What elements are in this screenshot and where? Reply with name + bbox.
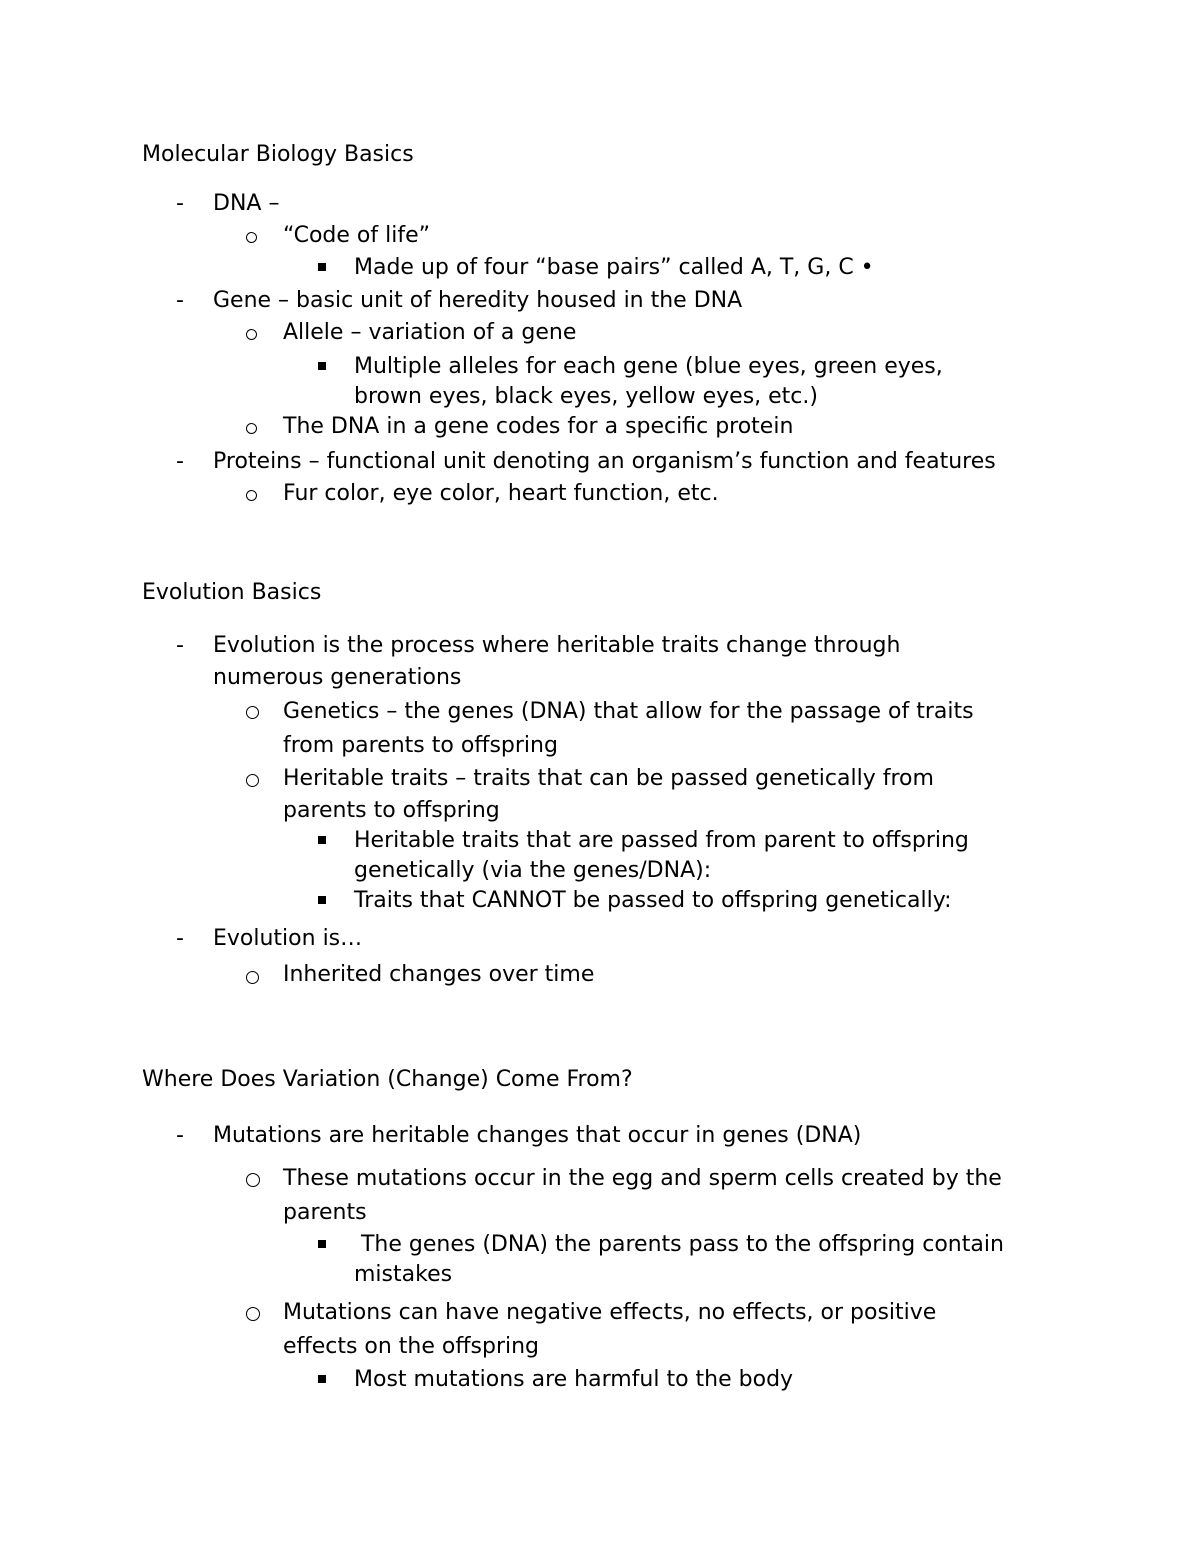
square-bullet-icon	[318, 896, 326, 904]
list-item-base-pairs: Made up of four “base pairs” called A, T, G, C •	[318, 254, 874, 282]
list-item-traits-passed: Heritable traits that are passed from parent to offspring genetically (via the genes/DNA):	[318, 826, 969, 886]
list-item-code-of-life: “Code of life”	[246, 222, 430, 250]
list-item-inherited-changes: Inherited changes over time	[246, 961, 594, 989]
list-item-gene: - Gene – basic unit of heredity housed in the DNA	[176, 288, 743, 313]
square-bullet-icon	[318, 263, 326, 271]
list-item-proteins: - Proteins – functional unit denoting an organism’s function and features	[176, 449, 996, 474]
circle-bullet-icon	[246, 329, 257, 340]
heading-variation: Where Does Variation (Change) Come From?	[142, 1067, 633, 1092]
list-item-contain-mistakes: The genes (DNA) the parents pass to the offspring contain mistakes	[318, 1230, 1004, 1290]
list-item-fur-color: Fur color, eye color, heart function, etc.	[246, 480, 719, 508]
circle-bullet-icon	[246, 423, 257, 434]
circle-bullet-icon	[246, 706, 259, 719]
heading-evolution-basics: Evolution Basics	[142, 580, 322, 605]
list-item-mutation-effects: Mutations can have negative effects, no effects, or positive effects on the offspring	[246, 1296, 936, 1364]
circle-bullet-icon	[246, 774, 259, 787]
circle-bullet-icon	[246, 971, 259, 984]
list-item-heritable-traits: Heritable traits – traits that can be passed genetically from parents to offspring	[246, 763, 934, 827]
circle-bullet-icon	[246, 1307, 260, 1321]
dash-bullet-icon: -	[176, 633, 184, 658]
square-bullet-icon	[318, 1240, 326, 1248]
list-item-genetics: Genetics – the genes (DNA) that allow for the passage of traits from parents to offspring	[246, 695, 974, 763]
square-bullet-icon	[318, 362, 326, 370]
heading-molecular-biology: Molecular Biology Basics	[142, 142, 414, 167]
square-bullet-icon	[318, 836, 326, 844]
list-item-multiple-alleles: Multiple alleles for each gene (blue eyes, green eyes, brown eyes, black eyes, yellow eyes, etc.)	[318, 352, 943, 412]
dash-bullet-icon: -	[176, 288, 184, 313]
list-item-traits-cannot: Traits that CANNOT be passed to offspring genetically:	[318, 887, 952, 915]
list-item-allele: Allele – variation of a gene	[246, 319, 576, 347]
dash-bullet-icon: -	[176, 926, 184, 951]
circle-bullet-icon	[246, 1173, 260, 1187]
dash-bullet-icon: -	[176, 449, 184, 474]
dash-bullet-icon: -	[176, 1123, 184, 1148]
list-item-egg-sperm: These mutations occur in the egg and sperm cells created by the parents	[246, 1162, 1002, 1230]
list-item-most-harmful: Most mutations are harmful to the body	[318, 1366, 793, 1394]
dash-bullet-icon: -	[176, 191, 184, 216]
list-item-evolution-is: - Evolution is…	[176, 926, 363, 951]
list-item-dna: - DNA –	[176, 191, 280, 216]
list-item-mutations: - Mutations are heritable changes that occur in genes (DNA)	[176, 1123, 862, 1148]
square-bullet-icon	[318, 1375, 326, 1383]
circle-bullet-icon	[246, 232, 257, 243]
list-item-evolution-process: - Evolution is the process where heritable traits change through numerous generations	[176, 630, 900, 694]
list-item-gene-codes: The DNA in a gene codes for a specific protein	[246, 413, 793, 441]
circle-bullet-icon	[246, 490, 257, 501]
